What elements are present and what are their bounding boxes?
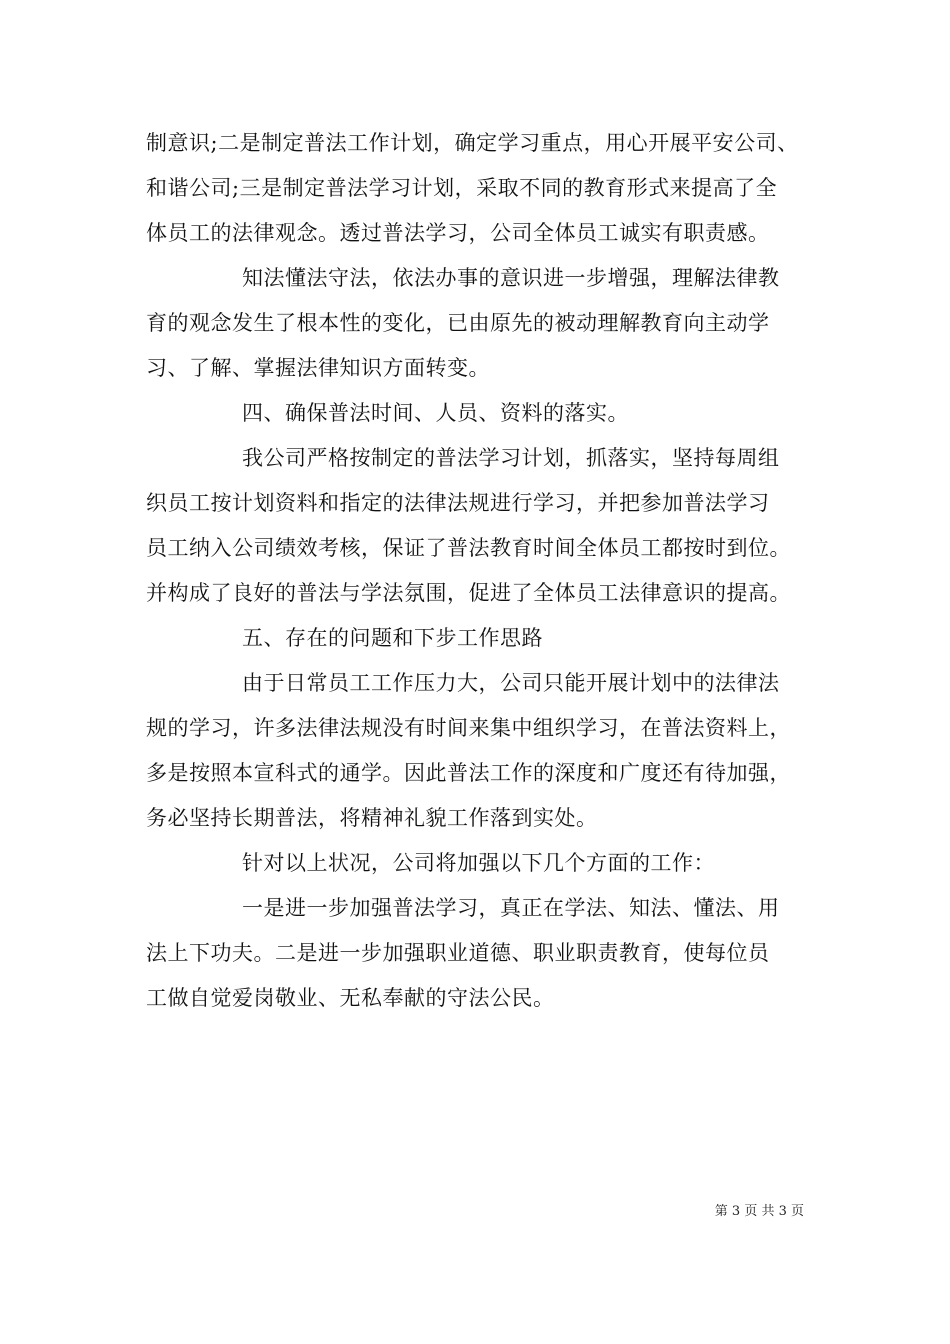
- text-line: 体员工的法律观念。透过普法学习，公司全体员工诚实有职责感。: [146, 221, 770, 245]
- text-line: 多是按照本宣科式的通学。因此普法工作的深度和广度还有待加强，: [146, 761, 791, 785]
- text-line: 和谐公司;三是制定普法学习计划，采取不同的教育形式来提高了全: [146, 176, 778, 200]
- text-line: 并构成了良好的普法与学法氛围，促进了全体员工法律意识的提高。: [146, 581, 791, 605]
- section-heading-four: 四、确保普法时间、人员、资料的落实。: [242, 401, 629, 425]
- text-line: 法上下功夫。二是进一步加强职业道德、职业职责教育，使每位员: [146, 941, 770, 965]
- text-line: 育的观念发生了根本性的变化，已由原先的被动理解教育向主动学: [146, 311, 770, 335]
- paragraph-start-line: 我公司严格按制定的普法学习计划，抓落实，坚持每周组: [242, 446, 780, 470]
- text-line: 工做自觉爱岗敬业、无私奉献的守法公民。: [146, 986, 555, 1010]
- paragraph-start-line: 针对以上状况，公司将加强以下几个方面的工作：: [242, 851, 715, 875]
- text-line: 织员工按计划资料和指定的法律法规进行学习，并把参加普法学习: [146, 491, 770, 515]
- document-body: [146, 121, 812, 1021]
- text-line: 务必坚持长期普法，将精神礼貌工作落到实处。: [146, 806, 598, 830]
- page-number-footer: 第 3 页 共 3 页: [714, 1204, 804, 1219]
- text-line: 制意识;二是制定普法工作计划，确定学习重点，用心开展平安公司、: [146, 131, 799, 155]
- text-line: 员工纳入公司绩效考核，保证了普法教育时间全体员工都按时到位。: [146, 536, 791, 560]
- text-line: 习、了解、掌握法律知识方面转变。: [146, 356, 490, 380]
- paragraph-start-line: 由于日常员工工作压力大，公司只能开展计划中的法律法: [242, 671, 780, 695]
- paragraph-start-line: 知法懂法守法，依法办事的意识进一步增强，理解法律教: [242, 266, 780, 290]
- paragraph-start-line: 一是进一步加强普法学习，真正在学法、知法、懂法、用: [242, 896, 780, 920]
- section-heading-five: 五、存在的问题和下步工作思路: [242, 626, 543, 650]
- text-line: 规的学习，许多法律法规没有时间来集中组织学习，在普法资料上，: [146, 716, 791, 740]
